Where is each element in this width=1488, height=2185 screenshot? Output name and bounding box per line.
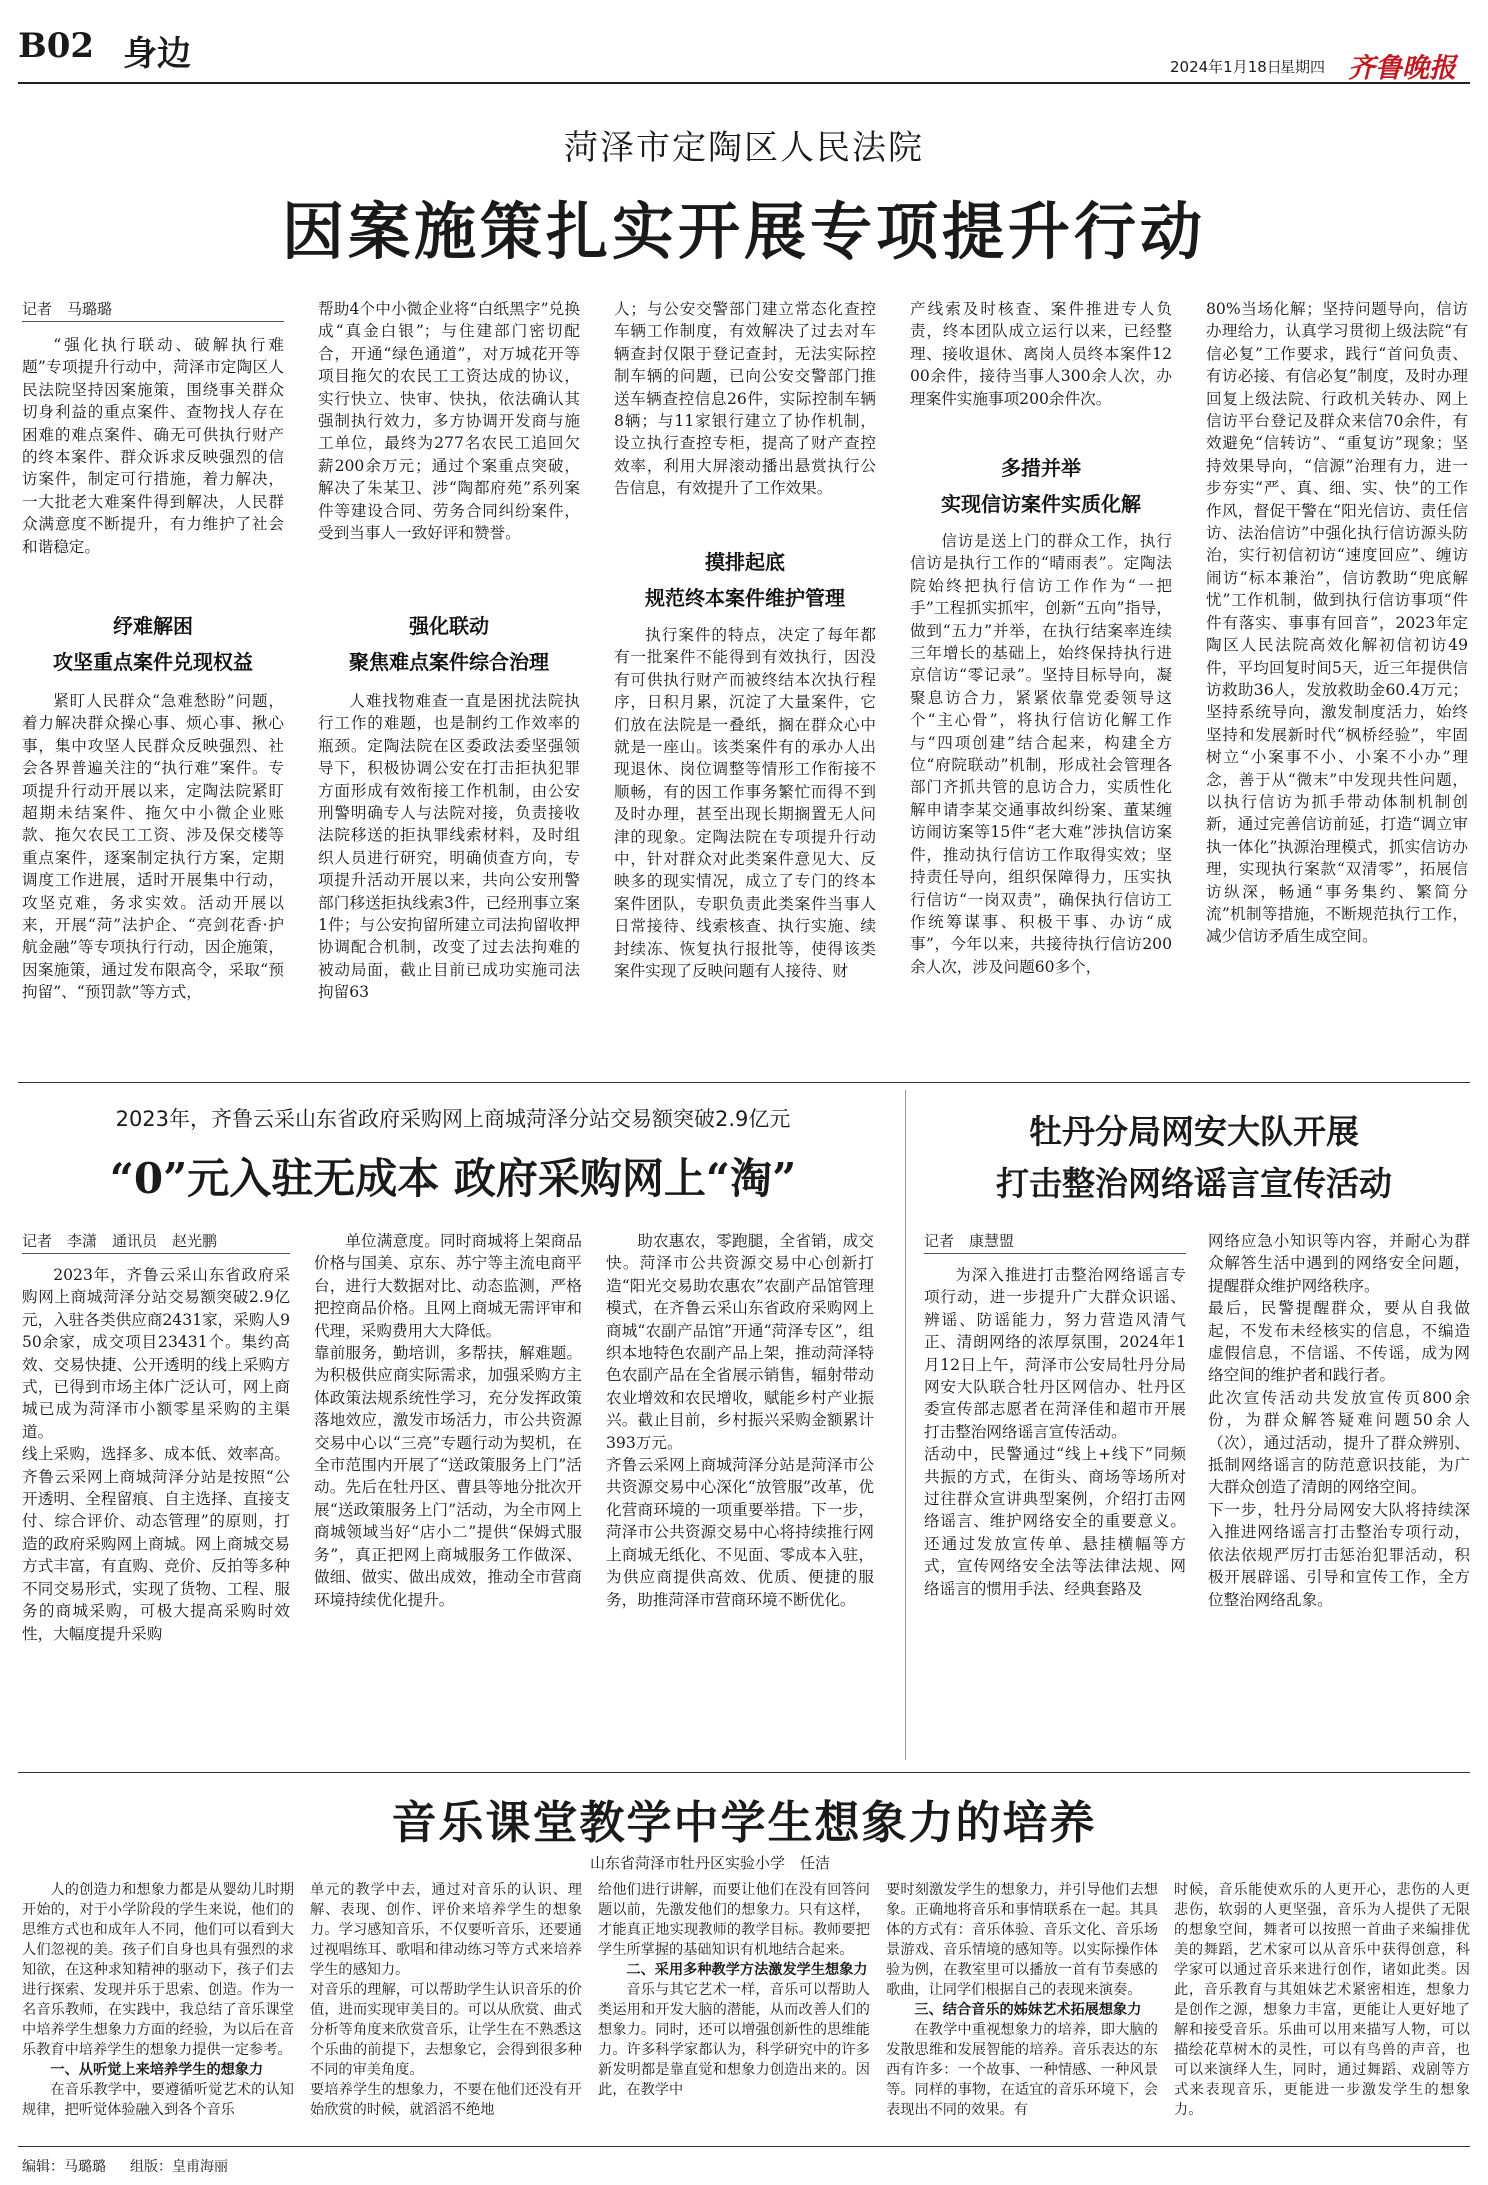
page-number: B02 bbox=[18, 26, 95, 66]
article-4-col5: 时候，音乐能使欢乐的人更开心，悲伤的人更悲伤，软弱的人更坚强，音乐为人提供了无限的想象空间，舞者可以按照一首曲子来编排优美的舞蹈，艺术家可以从音乐中获得创意，科学家可以通过音乐来进行创作，诸如此类。因此，音乐教育与其姐妹艺术紧密相连，想象力是创作之源，想象力丰富，更能让人更好地了解和接受音乐。乐曲可以用来描写人物，可以描绘花草树木的灵性，可以有鸟兽的声音，也可以来演绎人生，同时，通过舞蹈、戏剧等方式来表现音乐，更能进一步激发学生的想象力。 bbox=[1174, 1882, 1470, 2118]
section-name: 身边 bbox=[123, 34, 191, 74]
article-1-subhead-2a: 强化联动 bbox=[409, 614, 489, 638]
header-rule bbox=[18, 82, 1470, 84]
article-2-kicker: 2023年，齐鲁云采山东省政府采购网上商城菏泽分站交易额突破2.9亿元 bbox=[115, 1107, 791, 1131]
article-1-subhead-4b: 实现信访案件实质化解 bbox=[941, 492, 1141, 516]
article-4-title: 音乐课堂教学中学生想象力的培养 bbox=[391, 1796, 1097, 1849]
article-4-col4-text-2: 在教学中重视想象力的培养，即大脑的发散思维和发展智能的培养。音乐表达的东西有许多：一个故事、一种情感、一种风景等。同样的事物，在适宜的音乐环境下，会表现出不同的效果。有 bbox=[886, 2022, 1158, 2118]
footer-editor: 编辑：马璐璐 bbox=[22, 2159, 106, 2175]
article-2-col3: 助农惠农，零跑腿，全省销，成交快。菏泽市公共资源交易中心创新打造“阳光交易助农惠农”农副产品馆管理模式，在齐鲁云采山东省政府采购网上商城“农副产品馆”开通“菏泽专区”，组织本地特色农副产品上架，推动菏泽特色农副产品在全省展示销售，辐射带动农业增效和农民增收，赋能乡村产业振兴。截止目前，乡村振兴采购金额累计393万元。 齐鲁云采网上商城菏泽分站是菏泽市公共资源交易中心深化“放管服”改革，优化营商环境的一项重要举措。下一步，菏泽市公共资源交易中心将持续推行网上商城无纸化、不见面、零成本入驻，为供应商提供高效、优质、便捷的服务，助推菏泽市营商环境不断优化。 bbox=[606, 1232, 874, 1609]
article-1-col5: 80%当场化解；坚持问题导向，信访办理给力，认真学习贯彻上级法院“有信必复”工作要求，践行“首问负责、有访必接、有信必复”制度，及时办理回复上级法院、行政机关转办、网上信访平台登记及群众来信70余件，有效避免“信转访”、“重复访”现象；坚持效果导向，“信源”治理有力，进一步夯实“严、真、细、实、快”的工作作风，督促干警在“阳光信访、责任信访、法治信访”中强化执行信访源头防治，实行初信初访“速度回应”、缠访闹访“标本兼治”，信访教助“兜底解忧”工作机制，做到执行信访事项“件件有落实、事事有回音”，2023年定陶区人民法院高效化解初信初访49件，平均回复时间5天，近三年提供信访救助36人，发放救助金60.4万元；坚持系统导向，激发制度活力，始终坚持和发展新时代“枫桥经验”，牢固树立“小案事不小、小案不小办”理念，善于从“微末”中发现共性问题，以执行信访为抓手带动体制机制创新，通过完善信访前延，打造“调立审执一体化”执源治理模式，抓实信访办理，实现执行案款“双清零”，拓展信访纵深，畅通“事务集约、繁简分流”机制等措施，不断规范执行工作，减少信访矛盾生成空间。 bbox=[1206, 300, 1468, 946]
article-1-subhead-1b: 攻坚重点案件兑现权益 bbox=[53, 650, 253, 674]
article-3-byline: 记者 康慧盟 bbox=[924, 1230, 1186, 1254]
article-4-col4-heading: 三、结合音乐的姊妹艺术拓展想象力 bbox=[914, 2002, 1142, 2018]
article-1-subhead-2b: 聚焦难点案件综合治理 bbox=[349, 650, 549, 674]
page-header bbox=[18, 12, 1470, 84]
article-1-title: 因案施策扎实开展专项提升行动 bbox=[281, 195, 1206, 268]
article-4-col4 bbox=[886, 1880, 1158, 2136]
article-4-author: 山东省菏泽市牡丹区实验小学 任洁 bbox=[590, 1854, 831, 1872]
paper-logo: 齐鲁晚报 bbox=[1348, 53, 1456, 84]
article-4-col2: 单元的教学中去，通过对音乐的认识、理解、表现、创作、评价来培养学生的想象力。学习感知音乐，不仅要听音乐，还要通过视唱练耳、歌唱和律动练习等方式来培养学生的感知力。 对音乐的理解，可以帮助学生认识音乐的价值，进而实现审美目的。可以从欣赏、曲式分析等角度来欣赏音乐，让学生在不熟悉这个乐曲的前提下，去想象它，会得到很多种不同的审美角度。 要培养学生的想象力，不要在他们还没有开始欣赏的时候，就滔滔不绝地 bbox=[310, 1882, 582, 2118]
article-1-col1-intro: “强化执行联动、破解执行难题”专项提升行动中，菏泽市定陶区人民法院坚持因案施策，围绕事关群众切身利益的重点案件、查物找人存在困难的难点案件、确无可供执行财产的终本案件、群众诉求反映强烈的信访案件，制定可行措施，着力解决，一大批老大难案件得到解决，人民群众满意度不断提升，有力维护了社会和谐稳定。 bbox=[22, 336, 284, 556]
article-1-subhead-1a: 纾难解困 bbox=[113, 614, 193, 638]
article-3-title-line2: 打击整治网络谣言宣传活动 bbox=[996, 1164, 1392, 1203]
article-4-col1-text-2: 在音乐教学中，要遵循听觉艺术的认知规律，把听觉体验融入到各个音乐 bbox=[22, 2082, 294, 2118]
article-2-3-divider bbox=[905, 1090, 906, 1760]
article-1-col4-body: 信访是送上门的群众工作，执行信访是执行工作的“晴雨表”。定陶法院始终把执行信访工作作为“一把手”工程抓实抓牢，创新“五向”指导，做到“五力”并举，在执行结案率连续三年增长的基础上，始终保持执行进京信访“零记录”。坚持目标导向，凝聚息访合力，紧紧依靠党委领导这个“主心骨”，将执行信访化解工作与“四项创建”结合起来，构建全方位“府院联动”机制，形成社会管理各部门齐抓共管的息访合力，实质性化解申请李某交通事故纠纷案、董某缠访闹访案等15件“老大难”涉执信访案件，推动执行信访工作取得实效；坚持责任导向，组织保障得力，压实执行信访“一岗双责”，确保执行信访工作统筹谋事、积极干事、办访“成事”，今年以来，共接待执行信访200余人次，涉及问题60多个， bbox=[910, 532, 1172, 976]
article-4-col4-text: 要时刻激发学生的想象力，并引导他们去想象。正确地将音乐和事情联系在一起。其具体的方式有：音乐体验、音乐文化、音乐场景游戏、音乐情境的感知等。以实际操作体验为例，在教室里可以播放一首有节奏感的歌曲，让同学们根据自己的表现来演奏。 bbox=[886, 1882, 1158, 1998]
article-1-subhead-3b: 规范终本案件维护管理 bbox=[645, 586, 845, 610]
article-4-col1-heading: 一、从听觉上来培养学生的想象力 bbox=[50, 2062, 264, 2078]
divider-1 bbox=[18, 1082, 1470, 1083]
article-2-byline: 记者 李潇 通讯员 赵光鹏 bbox=[22, 1230, 290, 1254]
article-4-col1 bbox=[22, 1880, 294, 2136]
article-2-col1: 2023年，齐鲁云采山东省政府采购网上商城菏泽分站交易额突破2.9亿元，入驻各类供应商2431家，采购人950余家，成交项目23431个。集约高效、交易快捷、公开透明的线上采购方式，已得到市场主体广泛认可，网上商城已成为菏泽市小额零星采购的主渠道。 线上采购，选择多、成本低、效率高。齐鲁云采网上商城菏泽分站是按照“公开透明、全程留痕、自主选择、直接支付、综合评价、动态管理”的原则，打造的政府采购网上商城。网上商城交易方式丰富，有直购、竞价、反拍等多种不同交易形式，实现了货物、工程、服务的商城采购，可极大提高采购时效性，大幅度提升采购 bbox=[22, 1266, 290, 1643]
article-1-col1-body: 紧盯人民群众“急难愁盼”问题，着力解决群众操心事、烦心事、揪心事，集中攻坚人民群众反映强烈、社会各界普遍关注的“执行难”案件。专项提升行动开展以来，定陶法院紧盯超期未结案件、拖欠中小微企业账款、拖欠农民工工资、涉及保交楼等重点案件，逐案制定执行方案，定期调度工作进展，适时开展集中行动，攻坚克难，务求实效。活动开展以来，开展“菏”法护企、“亮剑花香·护航金融”等专项执行行动，因企施策，因案施策，通过发布限高令，采取“预拘留”、“预罚款”等方式， bbox=[22, 692, 284, 1002]
article-3-col1: 为深入推进打击整治网络谣言专项行动，进一步提升广大群众识谣、辨谣、防谣能力，努力营造风清气正、清朗网络的浓厚氛围，2024年1月12日上午，菏泽市公安局牡丹分局网安大队联合牡丹区网信办、牡丹区委宣传部志愿者在菏泽佳和超市开展打击整治网络谣言宣传活动。 活动中，民警通过“线上+线下”同频共振的方式，在街头、商场等场所对过往群众宣讲典型案例，介绍打击网络谣言、维护网络安全的重要意义。还通过发放宣传单、悬挂横幅等方式，宣传网络安全法等法律法规、网络谣言的惯用手法、经典套路及 bbox=[924, 1266, 1186, 1598]
divider-2 bbox=[18, 1772, 1470, 1773]
issue-date: 2024年1月18日 bbox=[1170, 58, 1282, 76]
article-3-title-line1: 牡丹分局网安大队开展 bbox=[1029, 1112, 1359, 1151]
article-1-subhead-4a: 多措并举 bbox=[1001, 456, 1081, 480]
article-1-col3-top: 人；与公安交警部门建立常态化查控车辆工作制度，有效解决了过去对车辆查封仅限于登记查封，无法实际控制车辆的问题，已向公安交警部门推送车辆查控信息26件，实际控制车辆8辆；与11家银行建立了协作机制，设立执行查控专柜，提高了财产查控效率，利用大屏滚动播出悬赏执行公告信息，有效提升了工作效果。 bbox=[614, 300, 876, 498]
article-1-col2-top: 帮助4个中小微企业将“白纸黑字”兑换成“真金白银”；与住建部门密切配合，开通“绿色通道”，对万城花开等项目拖欠的农民工工资达成的协议，实行快立、快审、快执，依法确认其强制执行效力，多方协调开发商与施工单位，最终为277名农民工追回欠薪200余万元；通过个案重点突破，解决了朱某卫、涉“陶都府苑”系列案件等建设合同、劳务合同纠纷案件，受到当事人一致好评和赞誉。 bbox=[318, 300, 580, 543]
article-1-kicker: 菏泽市定陶区人民法院 bbox=[564, 128, 924, 168]
article-4-col3 bbox=[598, 1880, 870, 2136]
article-1-col3-body: 执行案件的特点，决定了每年都有一批案件不能得到有效执行，因没有可供执行财产而被终结本次执行程序，日积月累，沉淀了大量案件，它们放在法院是一叠纸，搁在群众心中就是一座山。该类案件有的承办人出现退休、岗位调整等情形工作衔接不顺畅，有的因工作事务繁忙而得不到及时办理，甚至出现长期搁置无人问津的现象。定陶法院在专项提升行动中，针对群众对此类案件意见大、反映多的现实情况，成立了专门的终本案件团队，专职负责此类案件当事人日常接待、线索核查、执行实施、续封续冻、恢复执行报批等，使得该类案件实现了反映问题有人接待、财 bbox=[614, 626, 876, 981]
article-4-col1-text: 人的创造力和想象力都是从婴幼儿时期开始的，对于小学阶段的学生来说，他们的思维方式也和成年人不同，他们可以看到大人们忽视的美。孩子们自身也具有强烈的求知欲，在这种求知精神的驱动下，孩子们去进行探索、发现并乐于思索、创造。作为一名音乐教师，在实践中，我总结了音乐课堂中培养学生想象力方面的经验，为以后在音乐教育中培养学生的想象力提供一定参考。 bbox=[22, 1882, 294, 2058]
footer-design: 组版：皇甫海丽 bbox=[130, 2159, 228, 2175]
article-1-byline: 记者 马璐璐 bbox=[22, 298, 284, 322]
footer-rule bbox=[18, 2146, 1470, 2147]
article-2-col2: 单位满意度。同时商城将上架商品价格与国美、京东、苏宁等主流电商平台，进行大数据对比、动态监测，严格把控商品价格。且网上商城无需评审和代理，采购费用大大降低。 靠前服务，勤培训，多帮扶，解难题。为积极供应商实际需求，加强采购方主体政策法规系统性学习，充分发挥政策落地效应，激发市场活力，市公共资源交易中心以“三亮”专题行动为契机，在全市范围内开展了“送政策服务上门”活动。先后在牡丹区、曹县等地分批次开展“送政策服务上门”活动，为全市网上商城领域当好“店小二”提供“保姆式服务”，真正把网上商城服务工作做深、做细、做实、做出成效，推动全市营商环境持续优化提升。 bbox=[314, 1232, 582, 1609]
article-1-subhead-3a: 摸排起底 bbox=[705, 550, 785, 574]
article-1-col4-top: 产线索及时核查、案件推进专人负责，终本团队成立运行以来，已经整理、接收退休、离岗人员终本案件1200余件，接待当事人300余人次，办理案件实施事项200余件次。 bbox=[910, 300, 1172, 408]
article-4-col3-text: 给他们进行讲解，而要让他们在没有回答问题以前，先激发他们的想象力。只有这样，才能真正地实现教师的教学目标。教师要把学生所掌握的基础知识有机地结合起来。 bbox=[598, 1882, 870, 1958]
article-4-col3-heading: 二、采用多种教学方法激发学生想象力 bbox=[626, 1962, 868, 1978]
article-3-col2: 网络应急小知识等内容，并耐心为群众解答生活中遇到的网络安全问题，提醒群众维护网络秩序。 最后，民警提醒群众，要从自我做起，不发布未经核实的信息，不编造虚假信息，不信谣、不传谣，成为网络空间的维护者和践行者。 此次宣传活动共发放宣传页800余份，为群众解答疑难问题50余人（次），通过活动，提升了群众辨别、抵制网络谣言的防范意识技能，为广大群众创造了清朗的网络空间。 下一步，牡丹分局网安大队将持续深入推进网络谣言打击整治专项行动，依法依规严厉打击惩治犯罪活动，积极开展辟谣、引导和宣传工作，全方位整治网络乱象。 bbox=[1208, 1232, 1470, 1609]
article-2-title: “0”元入驻无成本 政府采购网上“淘” bbox=[109, 1154, 797, 1203]
article-4-col3-text-2: 音乐与其它艺术一样，音乐可以帮助人类运用和开发大脑的潜能，从而改善人们的想象力。同时，还可以增强创新性的思维能力。许多科学家都认为，科学研究中的许多新发明都是靠直觉和想象力创造出来的。因此，在教学中 bbox=[598, 1982, 870, 2098]
article-1-col2-body: 人难找物难查一直是困扰法院执行工作的难题，也是制约工作效率的瓶颈。定陶法院在区委政法委坚强领导下，积极协调公安在打击拒执犯罪方面形成有效衔接工作机制，由公安刑警明确专人与法院对接，负责接收法院移送的拒执罪线索材料，及时组织人员进行研究，明确侦查方向，专项提升活动开展以来，共向公安刑警部门移送拒执线索3件，已经刑事立案1件；与公安拘留所建立司法拘留收押协调配合机制，改变了过去法拘难的被动局面，截止目前已成功实施司法拘留63 bbox=[318, 692, 580, 1002]
issue-weekday: 星期四 bbox=[1280, 58, 1326, 76]
